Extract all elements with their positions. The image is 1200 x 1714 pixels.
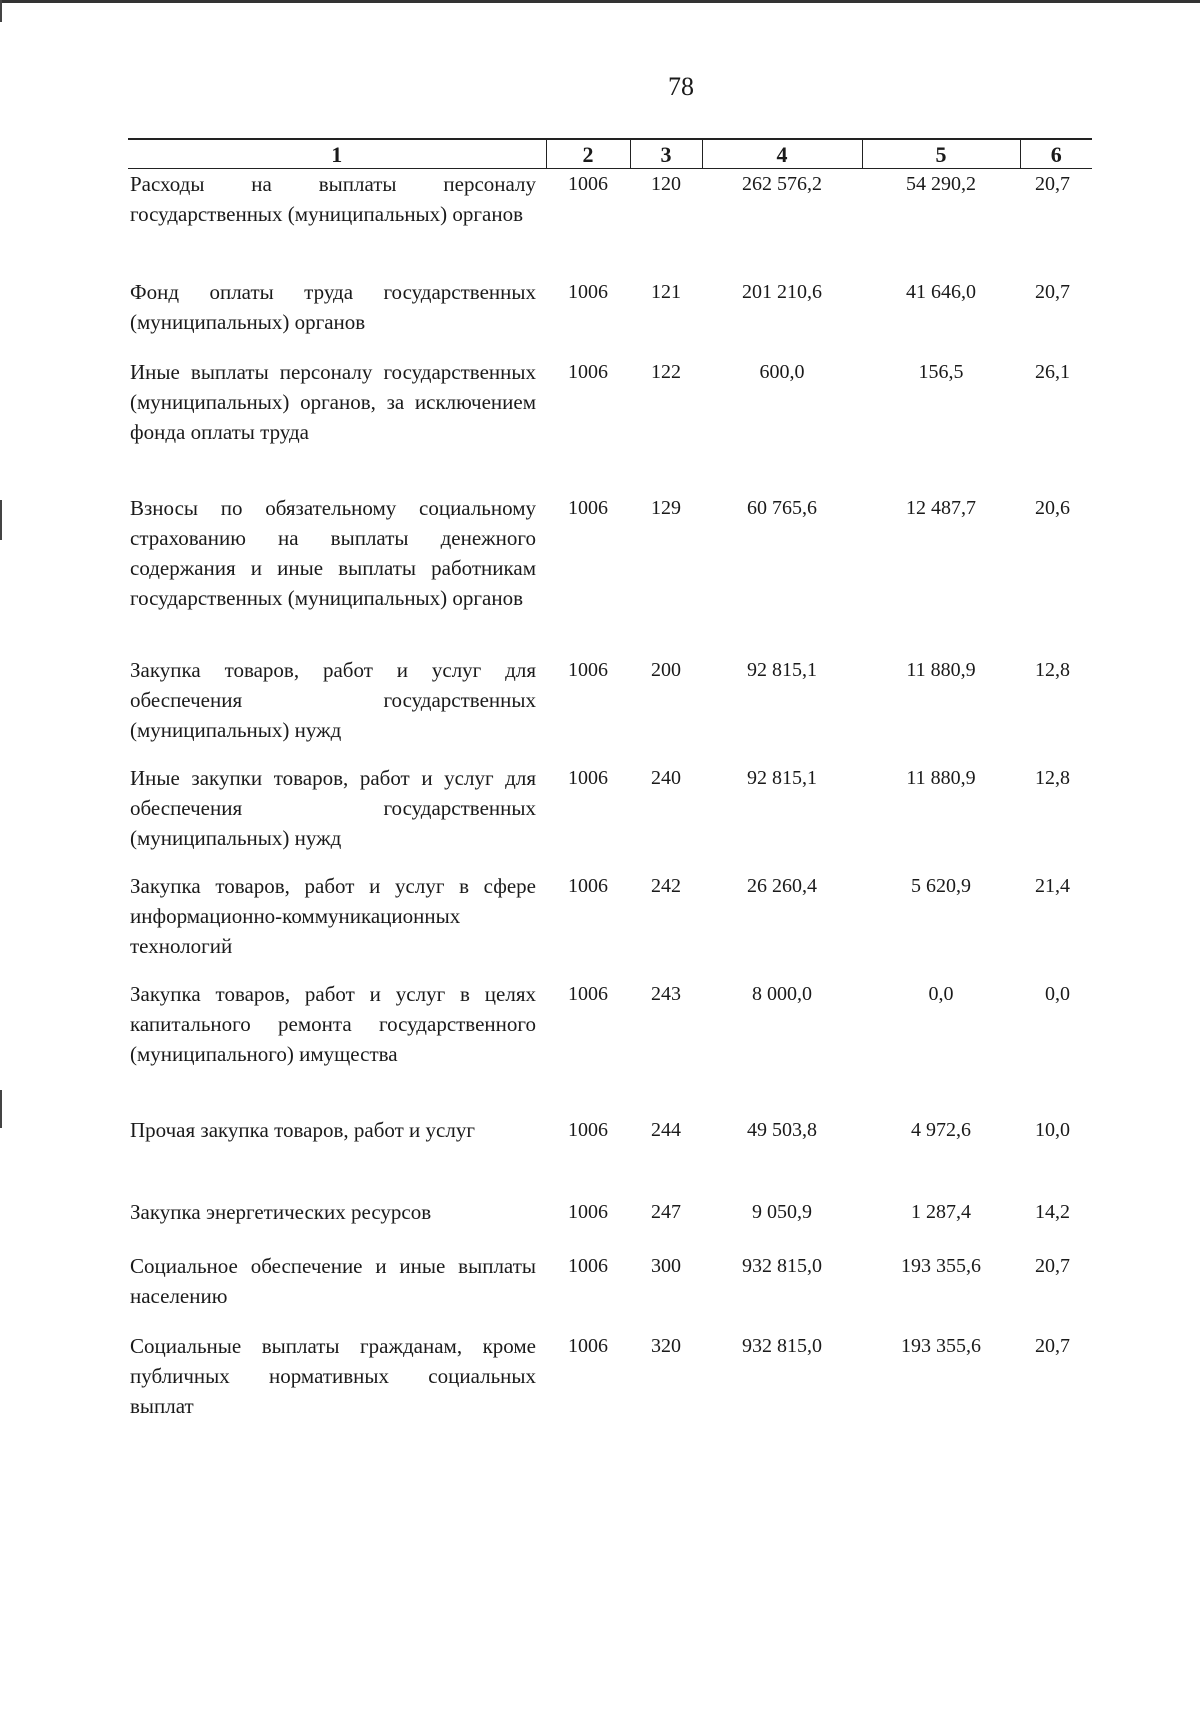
row-description: Фонд оплаты труда государственных (муниципальных) органов: [130, 279, 536, 334]
row-actual-value: 12 487,7: [906, 496, 976, 519]
row-plan-value: 92 815,1: [747, 766, 817, 789]
column-header: 2: [546, 139, 630, 169]
row-description: Закупка энергетических ресурсов: [130, 1199, 432, 1224]
row-actual-value: 41 646,0: [906, 280, 976, 303]
row-actual-value: 193 355,6: [901, 1254, 981, 1277]
row-description: Закупка товаров, работ и услуг в сфере информационно-коммуникационных технологий: [130, 873, 536, 958]
row-actual-value: 4 972,6: [911, 1118, 971, 1141]
row-description: Закупка товаров, работ и услуг для обеспечения государственных (муниципальных) нужд: [130, 657, 536, 742]
table-header-row: [128, 139, 1092, 169]
row-percent-value: 10,0: [1035, 1118, 1070, 1141]
row-section-code: 1006: [568, 1200, 608, 1223]
row-expense-code: 122: [651, 360, 681, 383]
row-section-code: 1006: [568, 496, 608, 519]
row-expense-code: 129: [651, 496, 681, 519]
budget-table: [128, 138, 1092, 1421]
row-section-code: 1006: [568, 874, 608, 897]
row-description: Социальные выплаты гражданам, кроме публичных нормативных социальных выплат: [130, 1333, 536, 1418]
row-expense-code: 247: [651, 1200, 681, 1223]
table-row: [128, 655, 1092, 763]
row-description: Иные закупки товаров, работ и услуг для обеспечения государственных (муниципальных) нужд: [130, 765, 536, 850]
row-actual-value: 0,0: [928, 982, 954, 1005]
row-plan-value: 60 765,6: [747, 496, 817, 519]
row-section-code: 1006: [568, 1118, 608, 1141]
row-description: Иные выплаты персоналу государственных (муниципальных) органов, за исключением фонда оплаты труда: [130, 359, 536, 444]
table-row: [128, 763, 1092, 871]
row-plan-value: 8 000,0: [752, 982, 812, 1005]
row-expense-code: 243: [651, 982, 681, 1005]
table-row: [128, 493, 1092, 655]
row-plan-value: 932 815,0: [742, 1254, 822, 1277]
scan-edge-mark: [0, 1090, 2, 1128]
row-plan-value: 26 260,4: [747, 874, 817, 897]
row-percent-value: 12,8: [1035, 766, 1070, 789]
row-expense-code: 200: [651, 658, 681, 681]
row-percent-value: 0,0: [1045, 982, 1070, 1005]
row-percent-value: 21,4: [1035, 874, 1070, 897]
row-section-code: 1006: [568, 1334, 608, 1357]
row-percent-value: 20,7: [1035, 1254, 1070, 1277]
row-description: Прочая закупка товаров, работ и услуг: [130, 1117, 475, 1142]
row-plan-value: 262 576,2: [742, 173, 822, 195]
column-header: 5: [862, 139, 1020, 169]
row-actual-value: 156,5: [918, 360, 964, 383]
row-description: Социальное обеспечение и иные выплаты населению: [130, 1253, 536, 1308]
row-section-code: 1006: [568, 766, 608, 789]
scan-edge-mark: [0, 0, 2, 22]
row-actual-value: 193 355,6: [901, 1334, 981, 1357]
row-plan-value: 932 815,0: [742, 1334, 822, 1357]
table-row: [128, 277, 1092, 357]
scan-edge-mark: [0, 500, 2, 540]
row-actual-value: 54 290,2: [906, 173, 976, 195]
row-actual-value: 5 620,9: [911, 874, 971, 897]
row-expense-code: 300: [651, 1254, 681, 1277]
table-row: [128, 1197, 1092, 1251]
row-plan-value: 9 050,9: [752, 1200, 812, 1223]
row-percent-value: 20,7: [1035, 1334, 1070, 1357]
row-expense-code: 121: [651, 280, 681, 303]
row-expense-code: 120: [651, 173, 681, 195]
table-row: [128, 169, 1092, 277]
column-header: 4: [702, 139, 862, 169]
row-section-code: 1006: [568, 658, 608, 681]
table-row: [128, 1251, 1092, 1331]
table-row: [128, 357, 1092, 493]
row-description: Расходы на выплаты персоналу государственных (муниципальных) органов: [130, 172, 536, 226]
row-percent-value: 20,7: [1035, 173, 1070, 195]
row-percent-value: 20,7: [1035, 280, 1070, 303]
row-plan-value: 92 815,1: [747, 658, 817, 681]
scan-edge-top: [0, 0, 1200, 3]
row-expense-code: 240: [651, 766, 681, 789]
table-row: [128, 871, 1092, 979]
row-actual-value: 11 880,9: [906, 658, 976, 681]
row-percent-value: 14,2: [1035, 1200, 1070, 1223]
row-actual-value: 11 880,9: [906, 766, 976, 789]
row-plan-value: 201 210,6: [742, 280, 822, 303]
row-percent-value: 12,8: [1035, 658, 1070, 681]
page-number: 78: [668, 72, 694, 101]
row-percent-value: 26,1: [1035, 360, 1070, 383]
row-description: Взносы по обязательному социальному страхованию на выплаты денежного содержания и иные выплаты работникам государственных (муниципальных) органов: [130, 495, 536, 610]
table-row: [128, 1331, 1092, 1421]
row-section-code: 1006: [568, 360, 608, 383]
row-percent-value: 20,6: [1035, 496, 1070, 519]
row-expense-code: 242: [651, 874, 681, 897]
row-section-code: 1006: [568, 173, 608, 195]
row-section-code: 1006: [568, 280, 608, 303]
row-section-code: 1006: [568, 982, 608, 1005]
column-header: 1: [128, 139, 546, 169]
row-actual-value: 1 287,4: [911, 1200, 971, 1223]
row-plan-value: 49 503,8: [747, 1118, 817, 1141]
table-row: [128, 979, 1092, 1115]
column-header: 3: [630, 139, 702, 169]
column-header: 6: [1020, 139, 1092, 169]
row-expense-code: 320: [651, 1334, 681, 1357]
row-plan-value: 600,0: [759, 360, 805, 383]
table-body: [128, 169, 1092, 1421]
row-expense-code: 244: [651, 1118, 681, 1141]
row-section-code: 1006: [568, 1254, 608, 1277]
table-row: [128, 1115, 1092, 1197]
row-description: Закупка товаров, работ и услуг в целях капитального ремонта государственного (муниципального) имущества: [130, 981, 536, 1066]
